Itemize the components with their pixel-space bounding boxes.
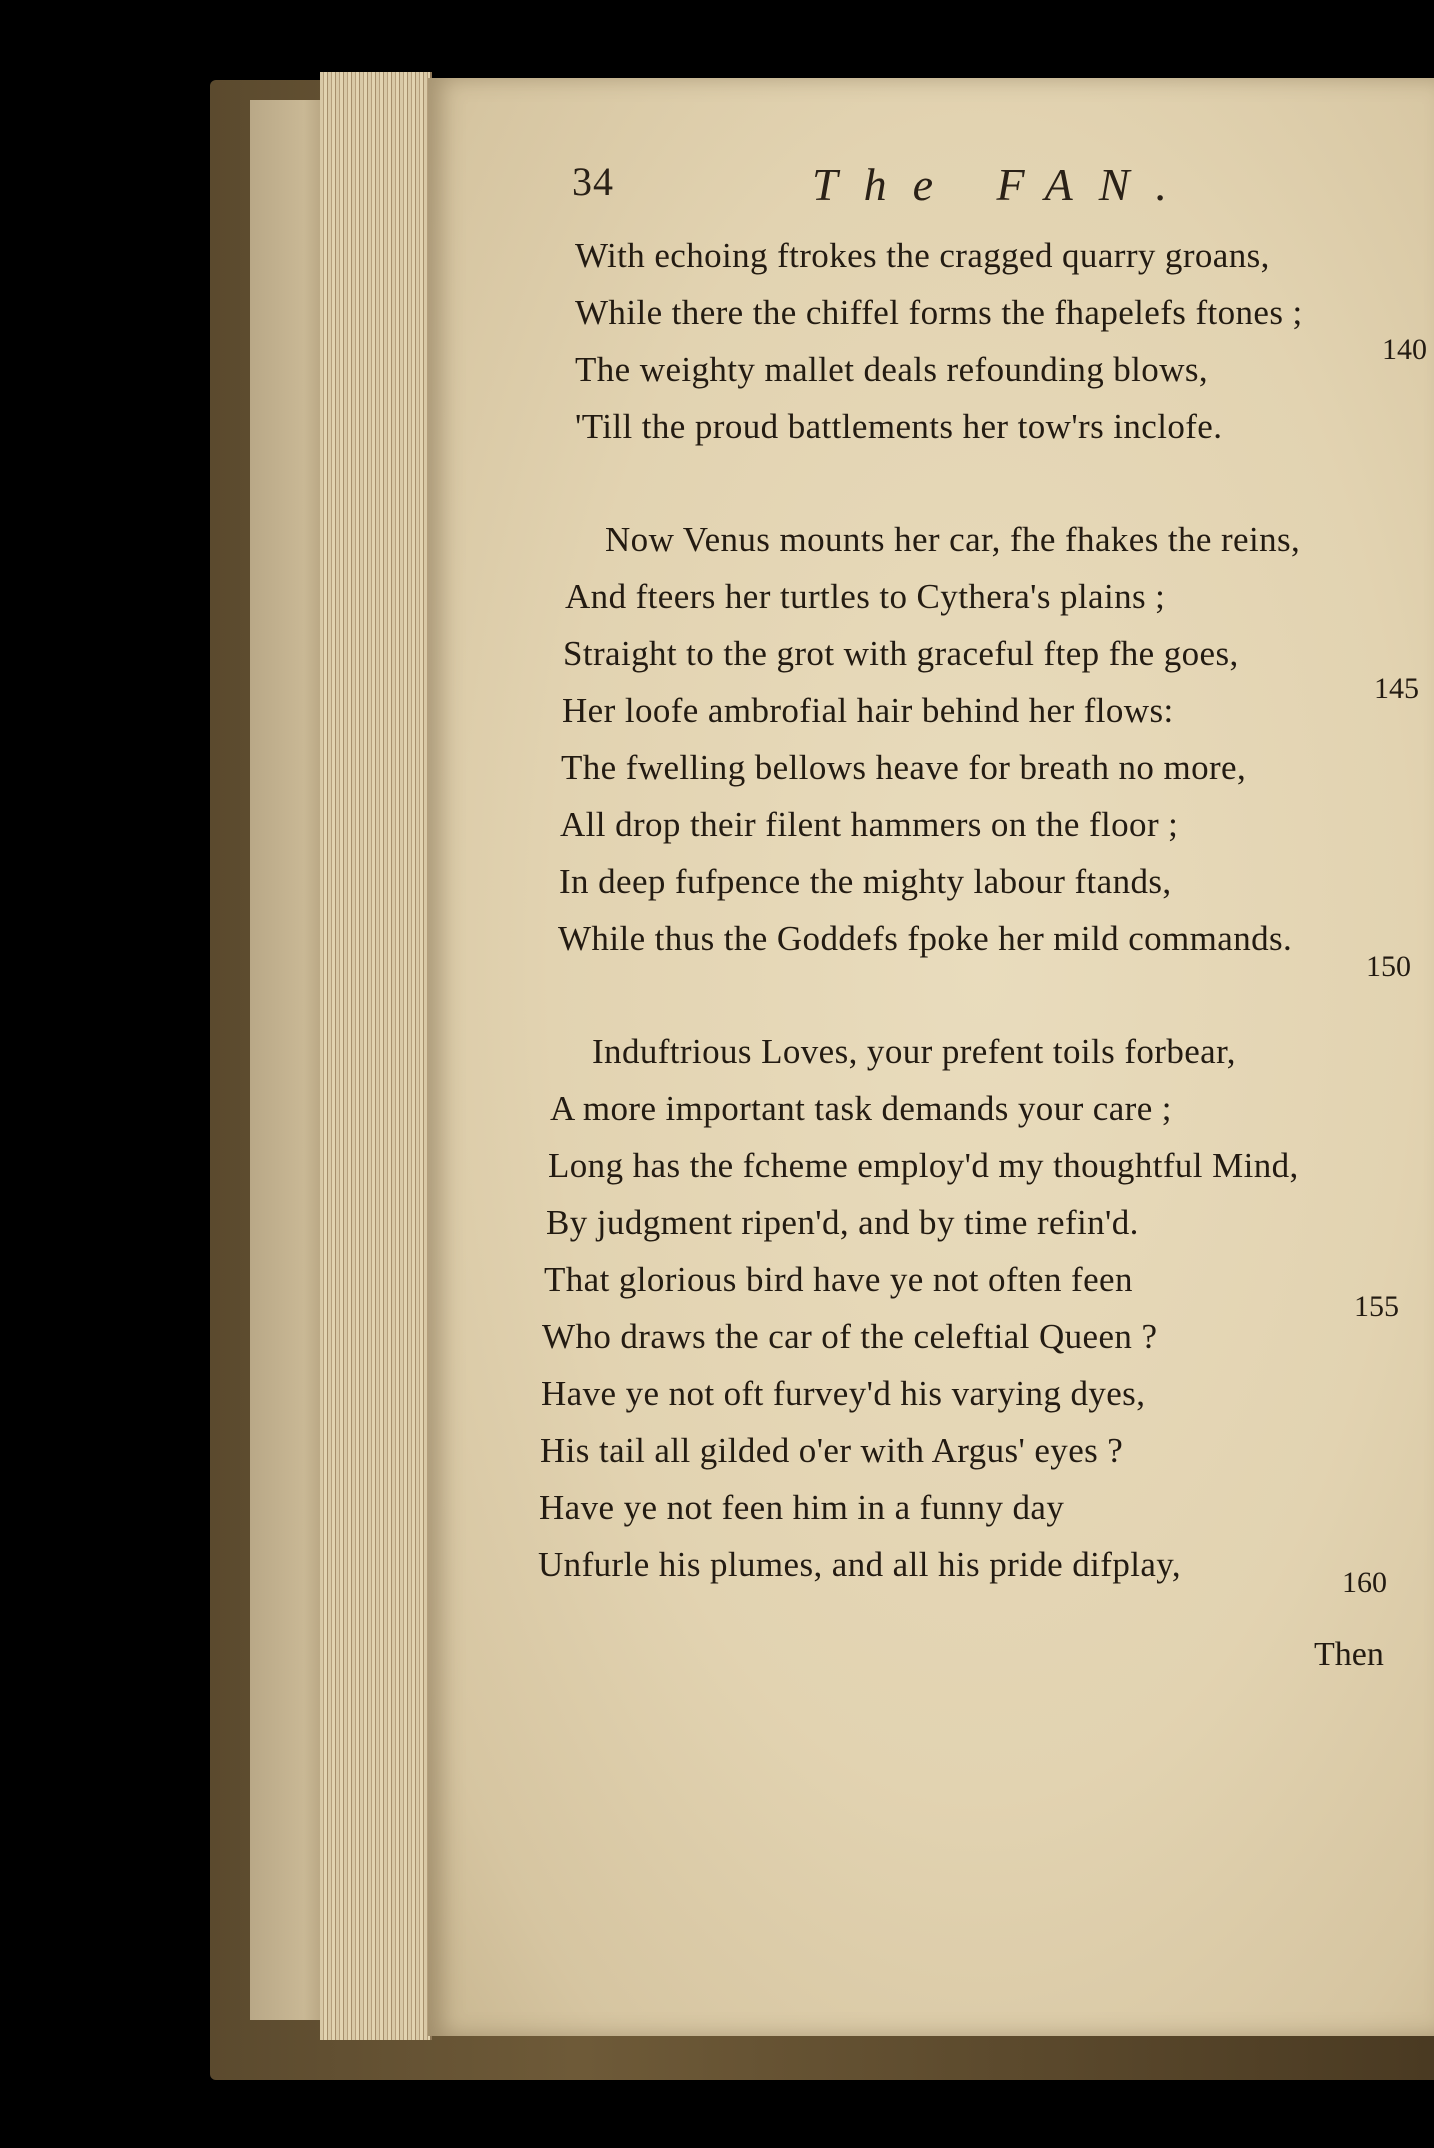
poem-line: That glorious bird have ye not often feen xyxy=(544,1260,1133,1299)
poem-line: While there the chiffel forms the fhapelefs ftones ; xyxy=(575,293,1303,332)
poem-line: The weighty mallet deals refounding blows, xyxy=(575,350,1209,389)
poem-line: Straight to the grot with graceful ftep fhe goes, xyxy=(563,634,1239,673)
poem-line: Unfurle his plumes, and all his pride difplay, xyxy=(538,1545,1182,1584)
catchword: Then xyxy=(1314,1636,1384,1673)
running-title: The FAN. xyxy=(812,159,1193,210)
poem-line: 'Till the proud battlements her tow'rs inclofe. xyxy=(575,407,1223,446)
line-number: 160 xyxy=(1342,1566,1387,1599)
page-number: 34 xyxy=(572,159,614,204)
poem-line: All drop their filent hammers on the floor ; xyxy=(560,805,1179,844)
poem-line: A more important task demands your care ; xyxy=(550,1089,1172,1128)
line-number: 140 xyxy=(1382,333,1427,366)
poem-line: While thus the Goddefs fpoke her mild commands. xyxy=(558,919,1293,958)
line-number: 150 xyxy=(1366,950,1411,983)
poem-line: Have ye not feen him in a funny day xyxy=(539,1488,1065,1527)
poem-line: Long has the fcheme employ'd my thoughtful Mind, xyxy=(548,1146,1299,1185)
poem-line: Who draws the car of the celeftial Queen ? xyxy=(542,1317,1158,1356)
poem-line: With echoing ftrokes the cragged quarry groans, xyxy=(575,236,1270,275)
poem-line: Induftrious Loves, your prefent toils forbear, xyxy=(592,1032,1236,1071)
poem-line: Her loofe ambrofial hair behind her flows: xyxy=(562,691,1174,730)
poem-line: In deep fufpence the mighty labour ftands, xyxy=(559,862,1172,901)
line-number: 155 xyxy=(1354,1290,1399,1323)
poem-line: Now Venus mounts her car, fhe fhakes the reins, xyxy=(605,520,1301,559)
line-number: 145 xyxy=(1374,672,1419,705)
poem-line: By judgment ripen'd, and by time refin'd. xyxy=(546,1203,1139,1242)
poem-line: The fwelling bellows heave for breath no more, xyxy=(561,748,1247,787)
poem-line: His tail all gilded o'er with Argus' eyes ? xyxy=(540,1431,1124,1470)
poem-line: And fteers her turtles to Cythera's plains ; xyxy=(565,577,1166,616)
poem-line: Have ye not oft furvey'd his varying dyes, xyxy=(541,1374,1146,1413)
